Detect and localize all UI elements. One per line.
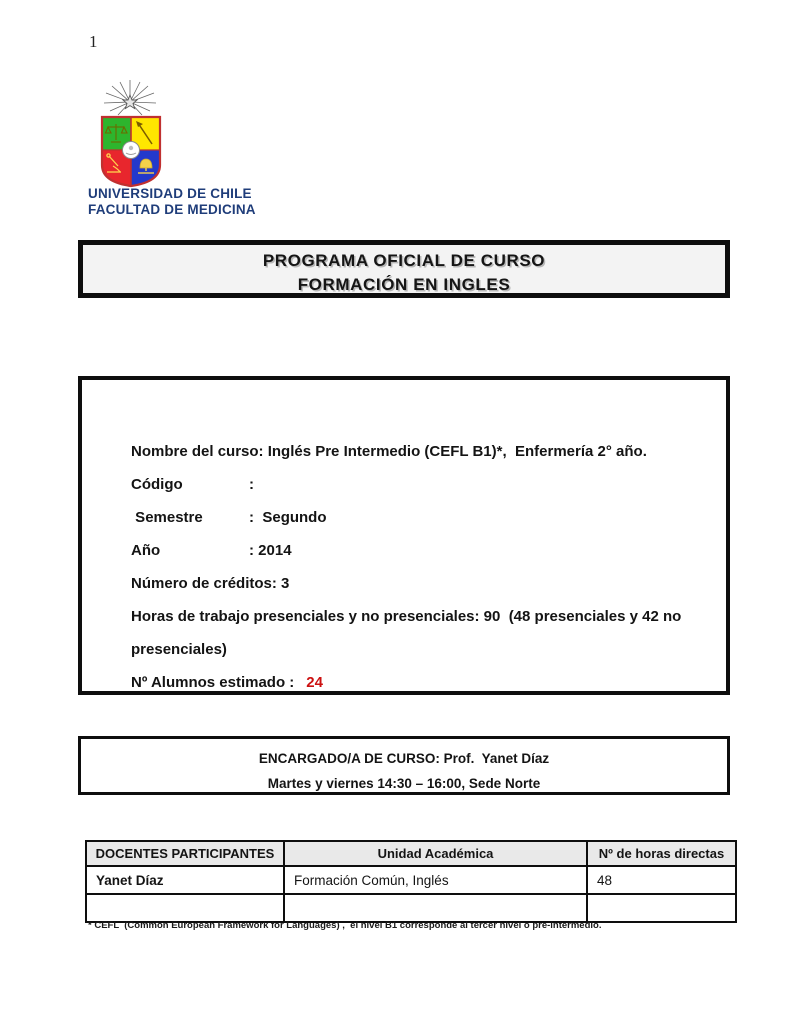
header-horas: Nº de horas directas [587,841,736,866]
cell-empty-2 [284,894,587,922]
title-line-1: PROGRAMA OFICIAL DE CURSO [262,251,546,270]
table-row [86,866,736,894]
course-credits-line: Número de créditos: 3 [131,575,290,592]
cefl-footnote: * CEFL (Common European Framework for Languages) , el nivel B1 corresponde al tercer nivel o pre-intermedio. [88,920,602,931]
cell-hours: 48 [587,866,736,894]
course-year-line: Año : 2014 [131,542,292,559]
star-icon [123,95,137,109]
header-unidad: Unidad Académica [284,841,587,866]
cell-empty-3 [587,894,736,922]
course-lead-box [78,736,730,795]
cell-unit: Formación Común, Inglés [284,866,587,894]
course-students-line: Nº Alumnos estimado : 24 [131,674,323,691]
cell-teacher-name: Yanet Díaz [86,866,284,894]
course-hours-line-1: Horas de trabajo presenciales y no presenciales: 90 (48 presenciales y 42 no [131,608,682,625]
university-logo [84,80,176,190]
university-name-block [88,186,256,218]
course-lead-line: ENCARGADO/A DE CURSO: Prof. Yanet Díaz [258,751,550,766]
course-code-line: Código : [131,476,255,493]
university-name: UNIVERSIDAD DE CHILE [88,186,252,201]
course-hours-line-2: presenciales) [131,641,227,658]
table-row-empty [86,894,736,922]
page-number: 1 [89,32,98,51]
teachers-table [85,840,737,923]
center-medallion [123,142,140,159]
course-semester-line: Semestre : Segundo [131,509,327,526]
course-name-line: Nombre del curso: Inglés Pre Intermedio (CEFL B1)*, Enfermería 2° año. [131,443,647,460]
course-schedule-line: Martes y viernes 14:30 – 16:00, Sede Norte [267,776,541,791]
table-header-row [86,841,736,866]
course-details-box [78,376,730,695]
title-line-2: FORMACIÓN EN INGLES [297,275,511,294]
header-docentes: DOCENTES PARTICIPANTES [86,841,284,866]
cell-empty-1 [86,894,284,922]
students-estimated-value: 24 [306,674,323,691]
course-title-box [78,240,730,298]
university-shield-icon [84,80,176,190]
faculty-name: FACULTAD DE MEDICINA [88,202,256,217]
